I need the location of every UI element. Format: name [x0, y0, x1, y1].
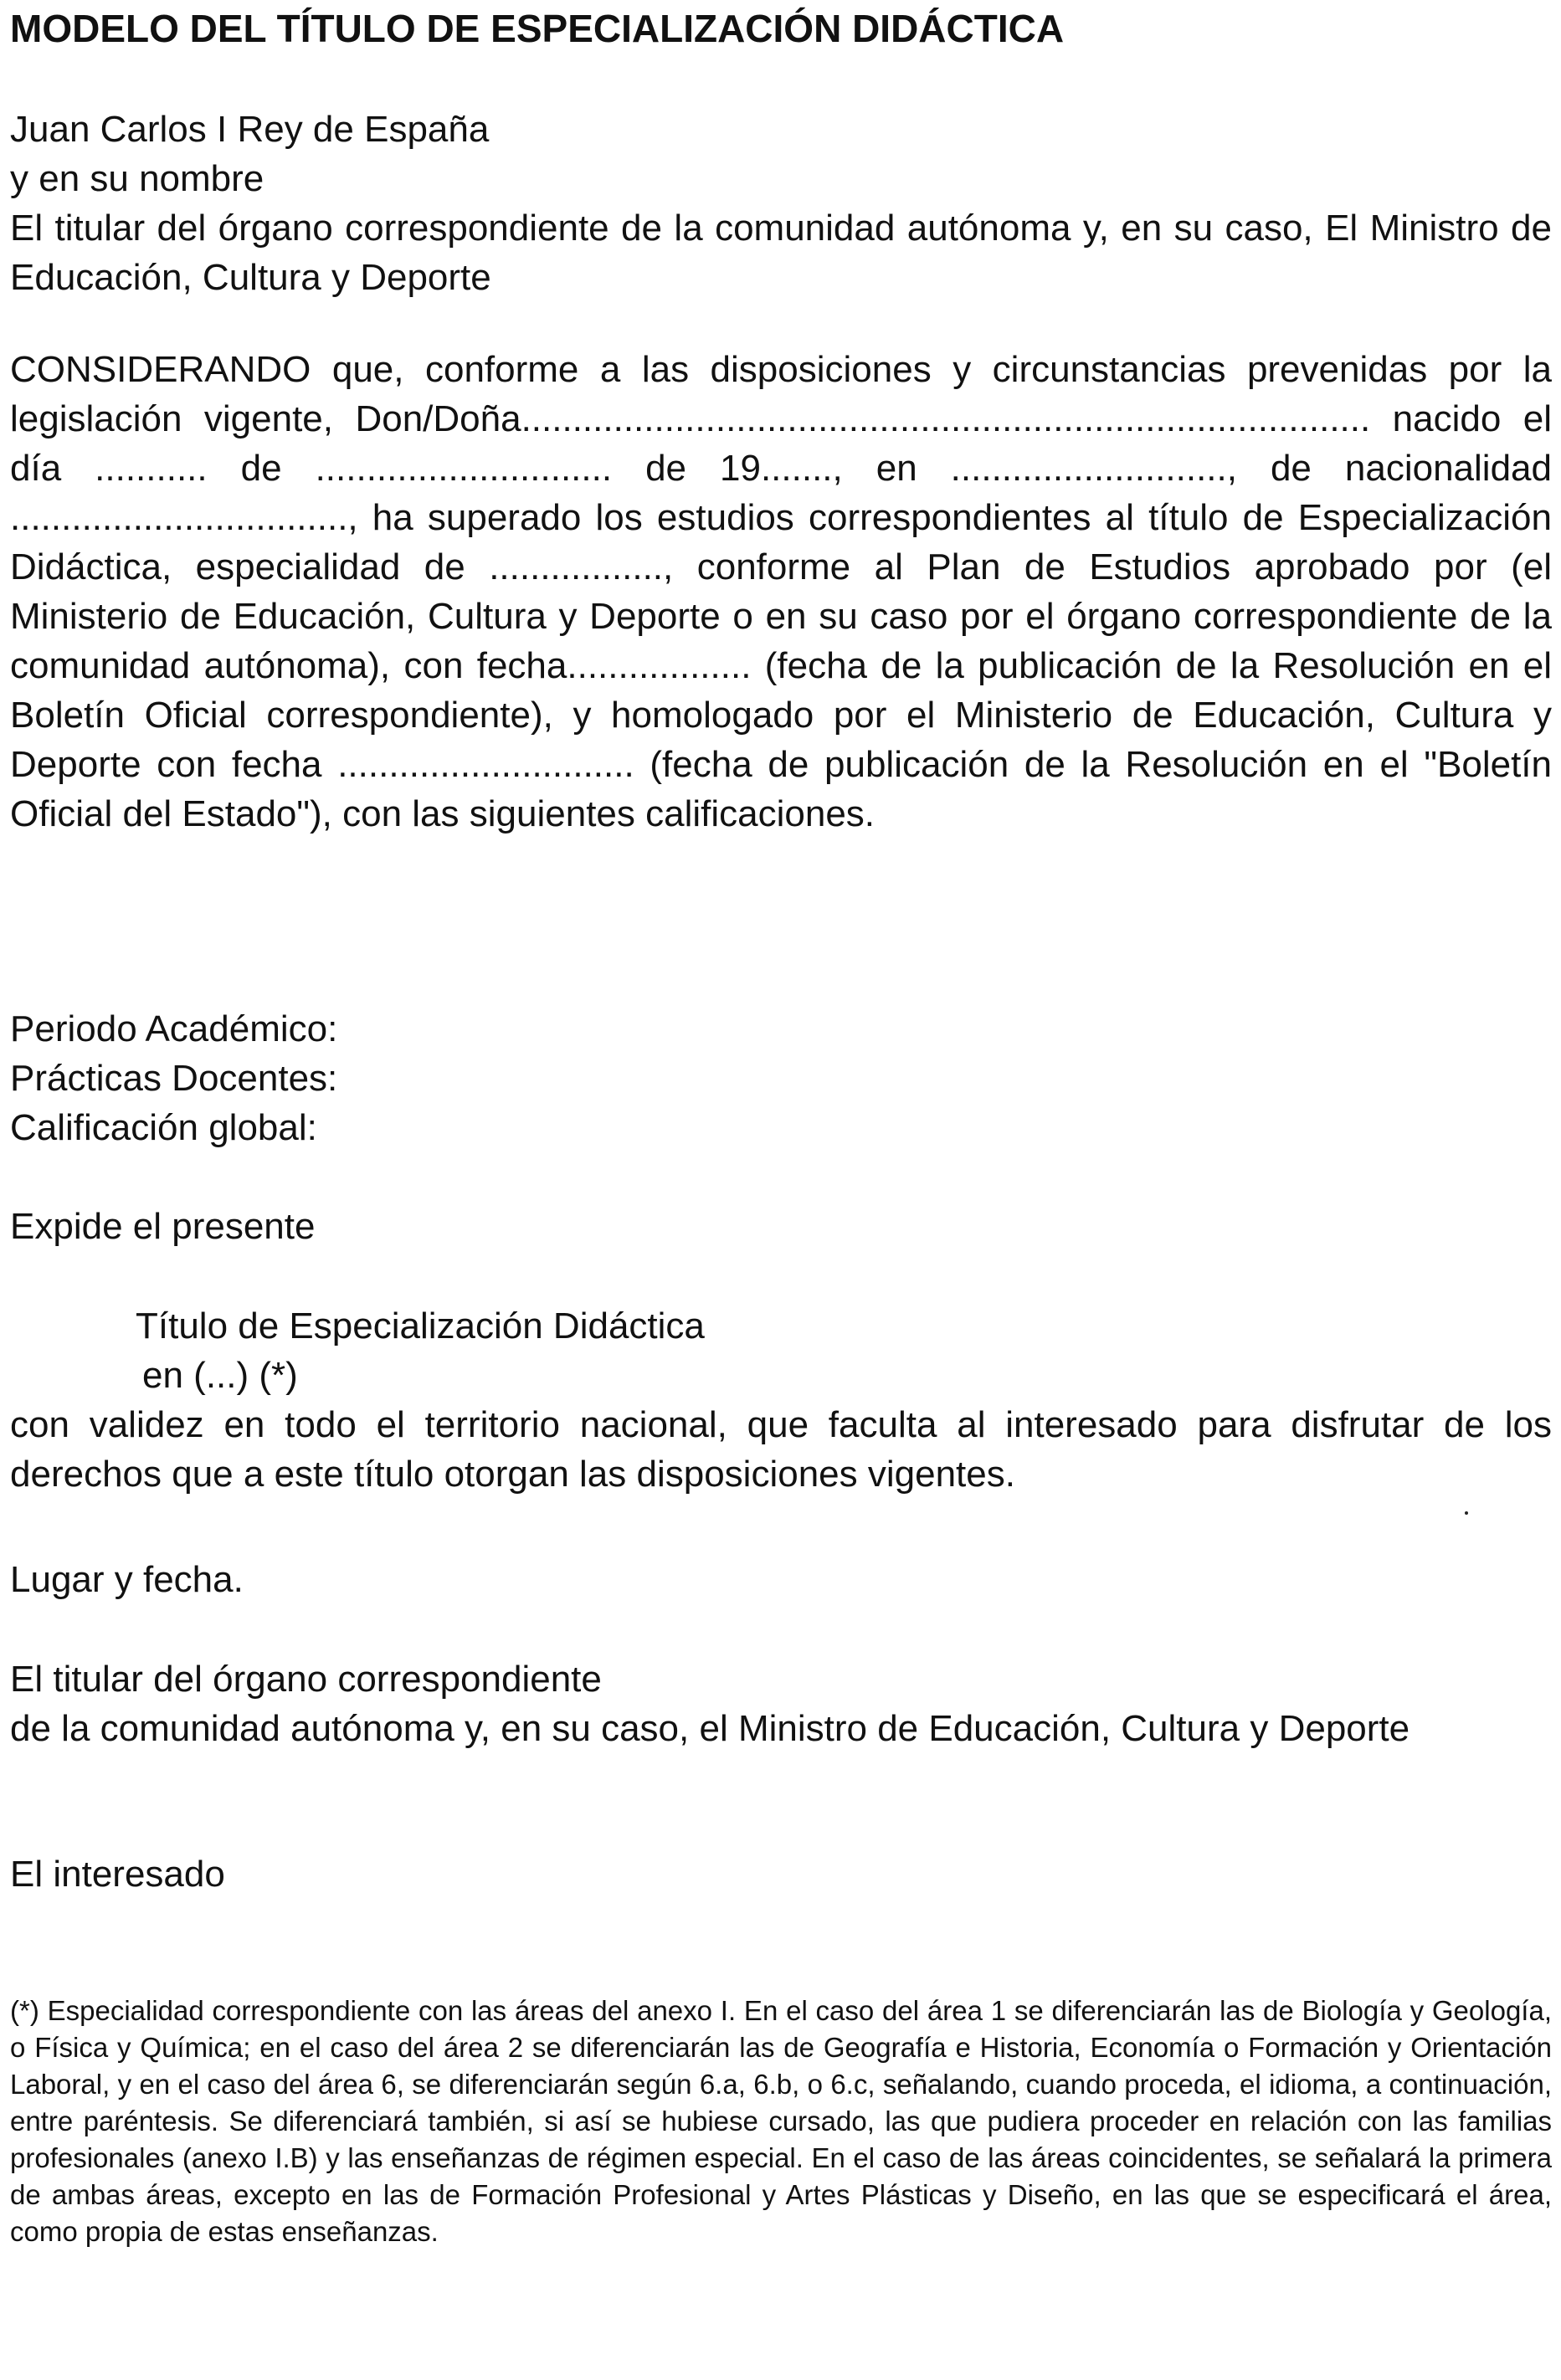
grade-global-label: Calificación global:	[10, 1107, 317, 1148]
expide-line: Expide el presente	[10, 1206, 316, 1247]
title-name: Título de Especialización Didáctica	[136, 1305, 705, 1346]
intro-king-line: Juan Carlos I Rey de España	[10, 109, 490, 150]
grades-section	[10, 1004, 337, 1152]
considerando-paragraph: CONSIDERANDO que, conforme a las disposiciones y circunstancias prevenidas por la legislación vigente, Don/Doña................................................................................... nacido el día ........... de ............................. de 19......., en ..........................., de nacionalidad ................................., ha superado los estudios correspondientes al título de Especialización Didáctica, especialidad de ................., conforme al Plan de Estudios aprobado por (el Ministerio de Educación, Cultura y Deporte o en su caso por el órgano correspondiente de la comunidad autónoma), con fecha.................. (fecha de la publicación de la Resolución en el Boletín Oficial correspondiente), y homologado por el Ministerio de Educación, Cultura y Deporte con fecha ............................. (fecha de publicación de la Resolución en el "Boletín Oficial del Estado"), con las siguientes calificaciones.	[10, 349, 1552, 834]
validity-paragraph: con validez en todo el territorio nacional, que faculta al interesado para disfrutar de los derechos que a este título otorgan las disposiciones vigentes.	[10, 1404, 1552, 1495]
intro-name-line: y en su nombre	[10, 158, 264, 199]
grade-periodo-label: Periodo Académico:	[10, 1008, 338, 1049]
grade-practicas-label: Prácticas Docentes:	[10, 1058, 338, 1099]
title-section	[10, 1301, 1552, 1499]
intro-section	[10, 105, 1552, 302]
signature-authority	[10, 1654, 1552, 1753]
signature-interested: El interesado	[10, 1854, 225, 1895]
place-date-line: Lugar y fecha.	[10, 1559, 244, 1600]
footnote: (*) Especialidad correspondiente con las áreas del anexo I. En el caso del área 1 se diferenciarán las de Biología y Geología, o Física y Química; en el caso del área 2 se diferenciarán las de Geografía e Historia, Economía o Formación y Orientación Laboral, y en el caso del área 6, se diferenciarán según 6.a, 6.b, o 6.c, señalando, cuando proceda, el idioma, a continuación, entre paréntesis. Se diferenciará también, si así se hubiese cursado, las que pudiera proceder en relación con las familias profesionales (anexo I.B) y las enseñanzas de régimen especial. En el caso de las áreas coincidentes, se señalará la primera de ambas áreas, excepto en las de Formación Profesional y Artes Plásticas y Diseño, en las que se especificará el área, como propia de estas enseñanzas.	[10, 1995, 1552, 2247]
intro-authority-paragraph: El titular del órgano correspondiente de la comunidad autónoma y, en su caso, El Ministro de Educación, Cultura y Deporte	[10, 208, 1552, 298]
document-title: MODELO DEL TÍTULO DE ESPECIALIZACIÓN DIDÁCTICA	[10, 7, 1065, 50]
signature-authority-line2: de la comunidad autónoma y, en su caso, el Ministro de Educación, Cultura y Deporte	[10, 1708, 1410, 1749]
title-specialty: en (...) (*)	[142, 1355, 298, 1396]
stray-dot	[1465, 1511, 1468, 1515]
signature-authority-line1: El titular del órgano correspondiente	[10, 1659, 602, 1700]
